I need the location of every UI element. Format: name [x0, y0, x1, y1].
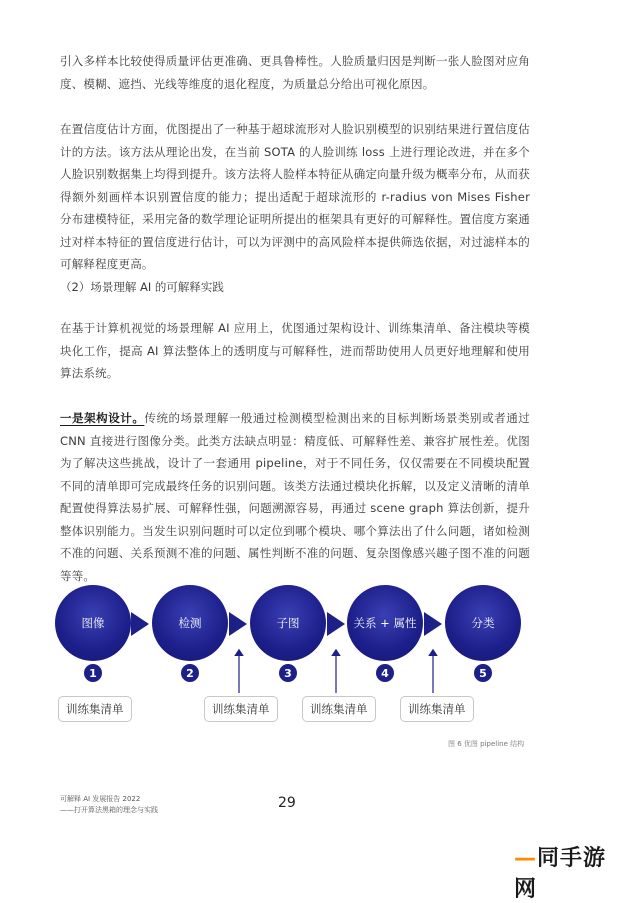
watermark-text: 同手游网 — [514, 846, 607, 902]
stage-relation-attribute: 关系 + 属性 — [347, 585, 423, 661]
paragraph-architecture-design — [60, 407, 530, 587]
footer-report-title — [60, 794, 158, 816]
architecture-design-lead: 一是架构设计。 — [60, 411, 145, 425]
stage-number-2: 2 — [181, 664, 199, 682]
page-number: 29 — [278, 795, 296, 811]
training-list-box-2: 训练集清单 — [204, 696, 278, 722]
stage-number-3: 3 — [279, 664, 297, 682]
stage-detection: 检测 — [152, 585, 228, 661]
paragraph-confidence-estimation: 在置信度估计方面，优图提出了一种基于超球流形对人脸识别模型的识别结果进行置信度估计的方法。该方法从理论出发，在当前 SOTA 的人脸训练 loss 上进行理论改进，并在多个人脸识别数据集上均得到提升。该方法将人脸样本特征从确定向量升级为概率分布，从而获得额外刻画样本识别置信度的能力；提出适配于超球流形的 r-radius von Mises Fisher 分布建模特征，采用完备的数学理论证明所提出的框架具有更好的可解释性。置信度方案通过对样本特征的置信度进行估计，可以为评测中的高风险样本提供筛选依据，对过滤样本的可解释程度更高。 — [60, 122, 530, 271]
stage-subimage: 子图 — [250, 585, 326, 661]
figure-caption: 图 6 优图 pipeline 结构 — [448, 740, 525, 748]
training-list-box-3: 训练集清单 — [302, 696, 376, 722]
stage-classification: 分类 — [445, 585, 521, 661]
architecture-design-body: 传统的场景理解一般通过检测模型检测出来的目标判断场景类别或者通过 CNN 直接进行图像分类。此类方法缺点明显：精度低、可解释性差、兼容扩展性差。优图为了解决这些挑战，设计了一套通用 pipeline，对于不同任务，仅仅需要在不同模块配置不同的清单即可完成最终任务的识别问题。该类方法通过模块化拆解，以及定义清晰的清单配置使得算法易扩展、可解释性强，问题溯源容易，再通过 scene graph 算法创新，提升整体识别能力。当发生识别问题时可以定位到哪个模块、哪个算法出了什么问题，诸如检测不准的问题、关系预测不准的问题、属性判断不准的问题、复杂图像感兴趣子图不准的问题等等。 — [60, 411, 530, 583]
paragraph-quality-attribution: 引入多样本比较使得质量评估更准确、更具鲁棒性。人脸质量归因是判断一张人脸图对应角度、模糊、遮挡、光线等维度的退化程度，为质量总分给出可视化原因。 — [60, 54, 530, 91]
stage-number-1: 1 — [84, 664, 102, 682]
stage-number-5: 5 — [474, 664, 492, 682]
footer-line-1: 可解释 AI 发展报告 2022 — [60, 795, 141, 803]
stage-number-4: 4 — [376, 664, 394, 682]
paragraph-scene-understanding: 在基于计算机视觉的场景理解 AI 应用上，优图通过架构设计、训练集清单、备注模块等模块化工作，提高 AI 算法整体上的透明度与可解释性，进而帮助使用人员更好地理解和使用算法系统。 — [60, 321, 530, 380]
training-list-box-4: 训练集清单 — [400, 696, 474, 722]
training-list-box-1: 训练集清单 — [58, 696, 132, 722]
watermark-dash: — — [514, 846, 537, 871]
watermark-logo — [514, 841, 622, 903]
footer-line-2: ——打开算法黑箱的理念与实践 — [60, 806, 158, 814]
section-heading: （2）场景理解 AI 的可解释实践 — [60, 280, 224, 294]
stage-image: 图像 — [55, 585, 131, 661]
